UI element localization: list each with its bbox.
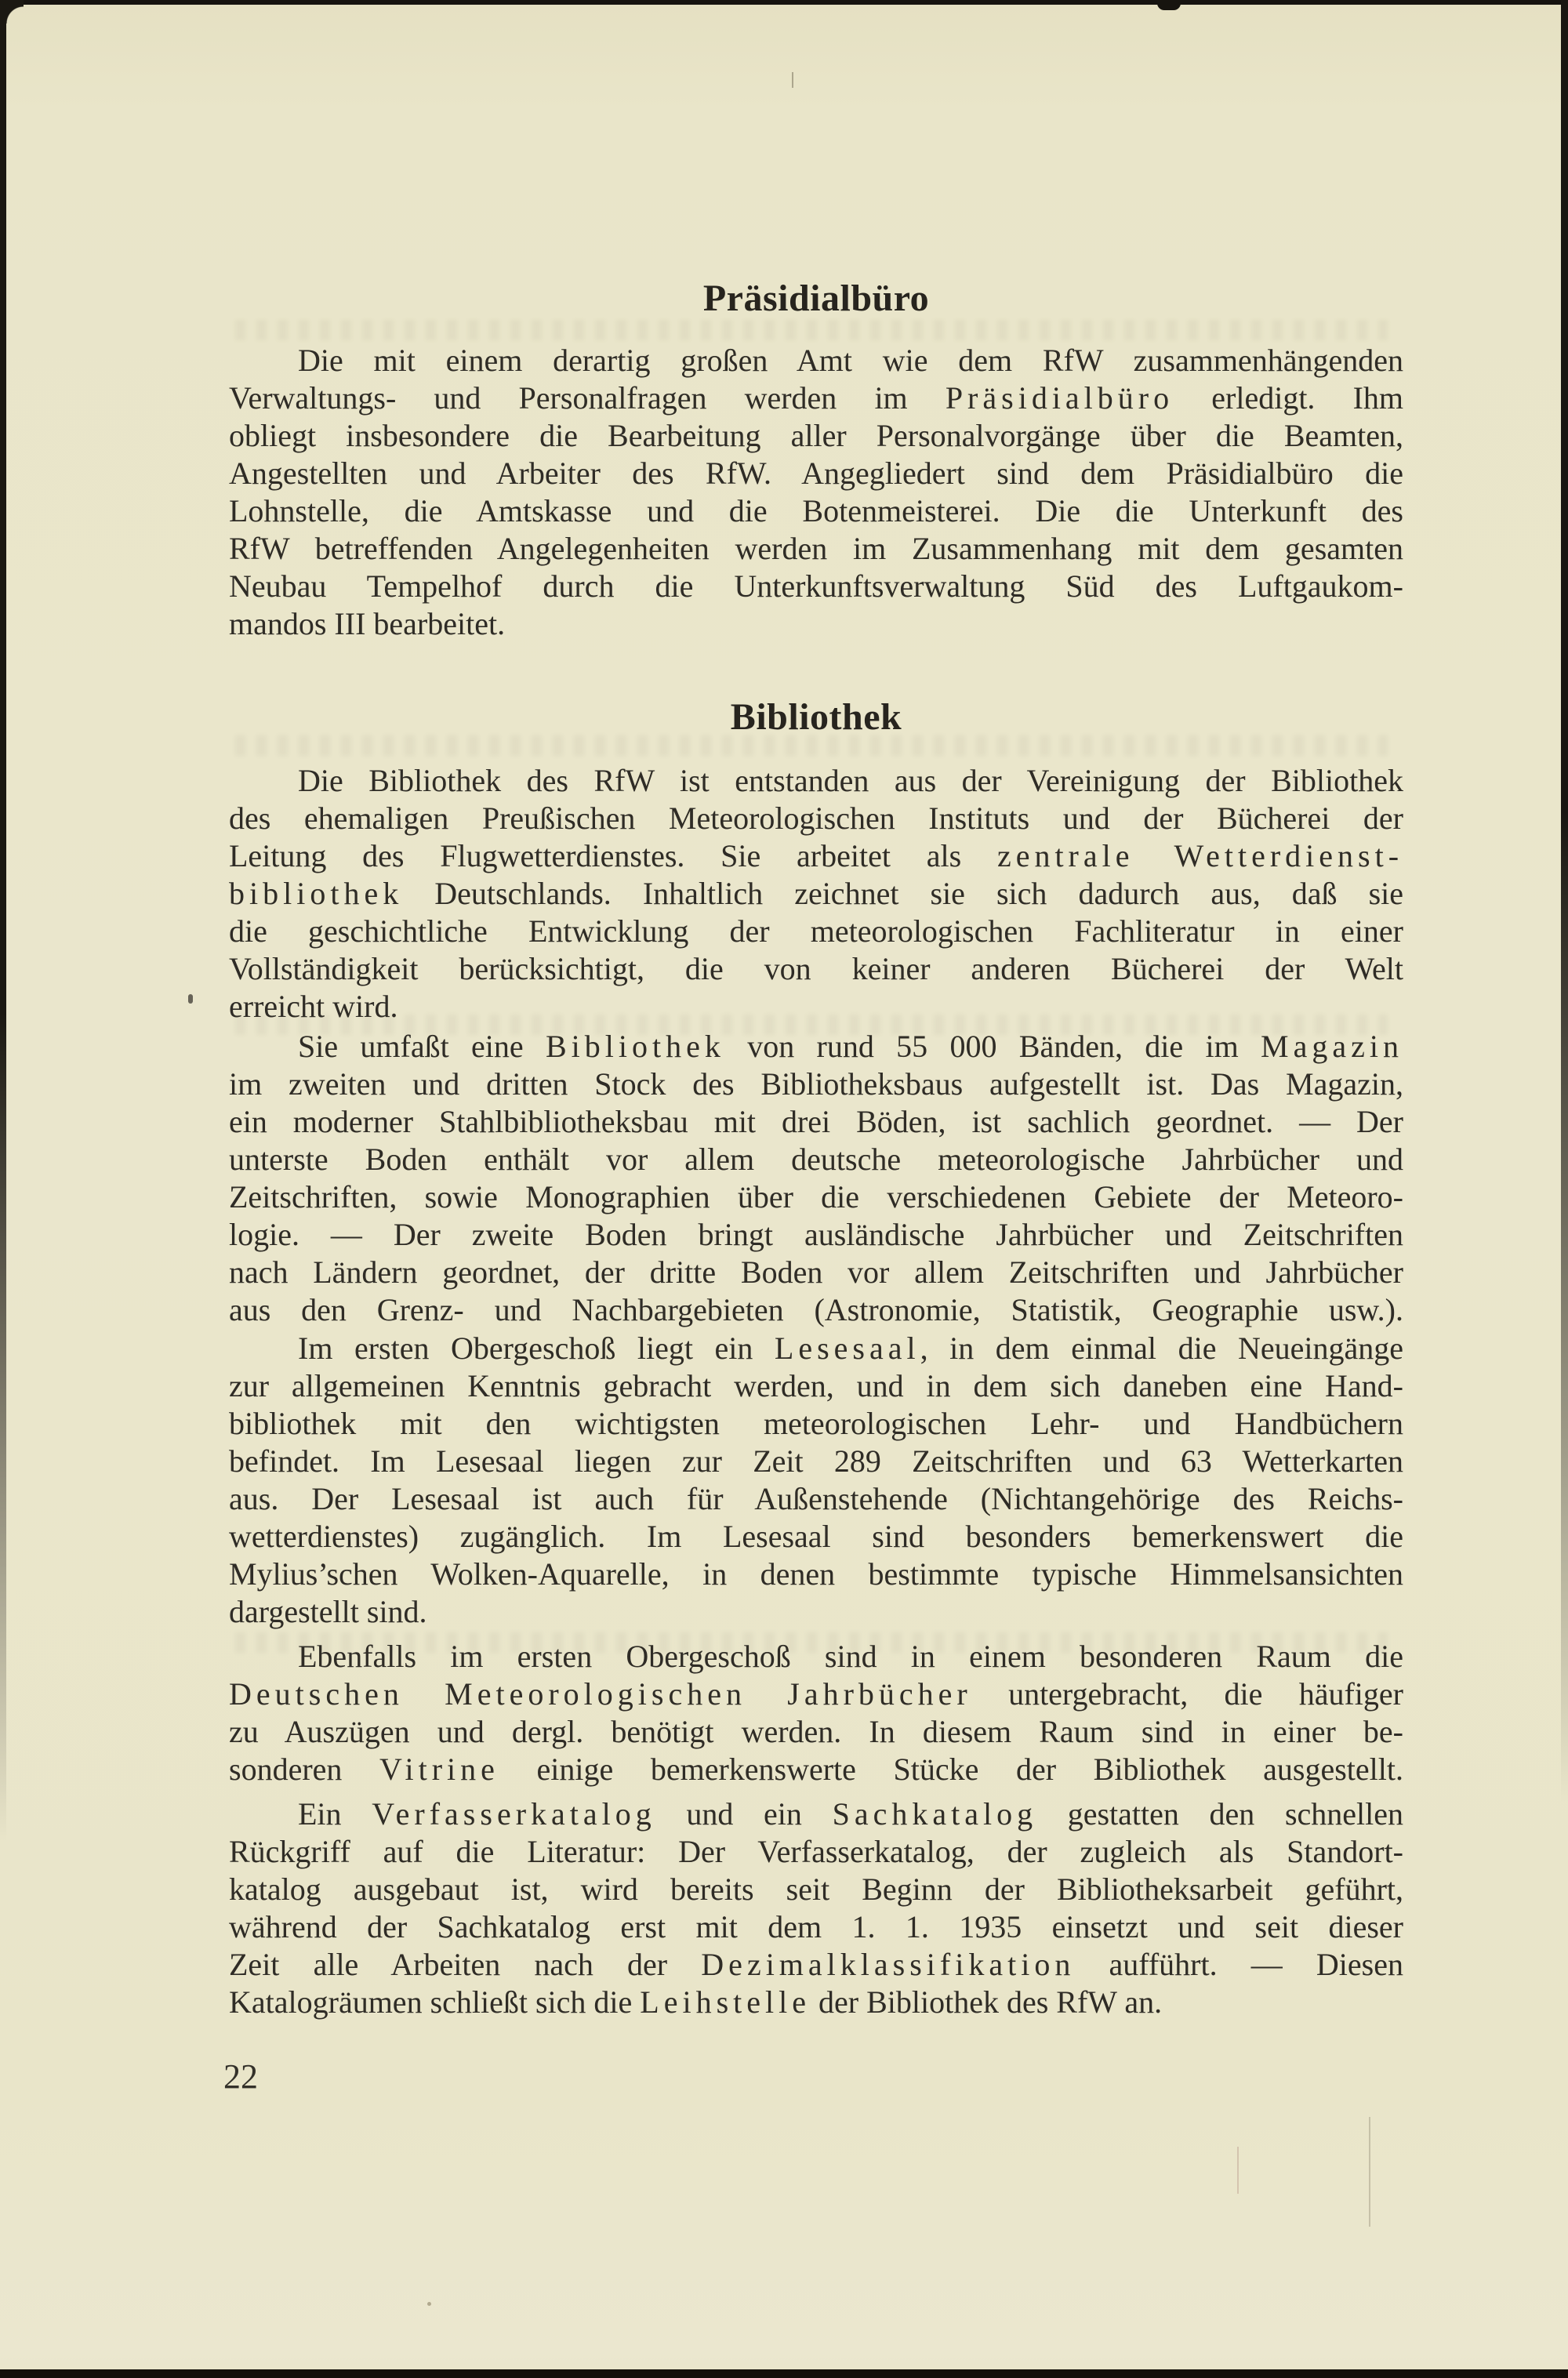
text-run: zu Auszügen und dergl. benötigt werden. In diesem Raum sind in einer be- bbox=[229, 1714, 1403, 1749]
letterspaced-term: Deutschen Meteorologischen Jahrbücher bbox=[229, 1676, 972, 1712]
text-run: Deutschlands. Inhaltlich zeichnet sie sich dadurch aus, daß sie bbox=[403, 876, 1403, 911]
paragraph bbox=[229, 1330, 1403, 1631]
text-line bbox=[229, 492, 1403, 530]
text-line bbox=[229, 342, 1403, 379]
scan-crease bbox=[1369, 2117, 1370, 2227]
text-run: von rund 55 000 Bänden, die im bbox=[724, 1029, 1261, 1064]
text-run: Zeit alle Arbeiten nach der bbox=[229, 1947, 702, 1982]
text-run: , in dem einmal die Neueingänge bbox=[920, 1331, 1403, 1366]
page-edge-bottom bbox=[0, 2369, 1568, 2378]
text-run: Leitung des Flugwetterdienstes. Sie arbeitet als bbox=[229, 838, 997, 873]
text-run: Die mit einem derartig großen Amt wie dem RfW zusammenhängenden bbox=[298, 343, 1403, 378]
page-corner-topleft bbox=[0, 0, 24, 24]
text-run: der Bibliothek des RfW an. bbox=[811, 1984, 1163, 2020]
page-number: 22 bbox=[223, 2057, 258, 2096]
letterspaced-term: Magazin bbox=[1261, 1029, 1403, 1064]
show-through-ghost bbox=[235, 320, 1388, 340]
text-run: während der Sachkatalog erst mit dem 1. 1. 1935 einsetzt und seit dieser bbox=[229, 1909, 1403, 1944]
text-run: obliegt insbesondere die Bearbeitung aller Personalvorgänge über die Beamten, bbox=[229, 418, 1403, 453]
text-line bbox=[229, 530, 1403, 568]
letterspaced-term: Verfasserkatalog bbox=[372, 1796, 656, 1832]
text-line bbox=[229, 988, 1403, 1026]
text-run: Zeitschriften, sowie Monographien über die verschiedenen Gebiete der Meteoro- bbox=[229, 1179, 1403, 1214]
text-run: die geschichtliche Entwicklung der meteorologischen Fachliteratur in einer bbox=[229, 913, 1403, 949]
text-line bbox=[229, 913, 1403, 950]
paragraph bbox=[229, 1028, 1403, 1329]
text-line bbox=[229, 1291, 1403, 1329]
text-run: aus. Der Lesesaal ist auch für Außenstehende (Nichtangehörige des Reichs- bbox=[229, 1481, 1403, 1516]
text-line bbox=[229, 1675, 1403, 1713]
ink-speck bbox=[427, 2302, 431, 2306]
text-line bbox=[229, 1751, 1403, 1788]
text-line bbox=[229, 1795, 1403, 1833]
scan-crease bbox=[1237, 2147, 1239, 2194]
paper-fiber bbox=[792, 72, 793, 88]
text-run: dargestellt sind. bbox=[229, 1594, 427, 1629]
letterspaced-term: Leihstelle bbox=[640, 1984, 811, 2020]
text-run: Die Bibliothek des RfW ist entstanden aus der Vereinigung der Bibliothek bbox=[298, 763, 1403, 798]
letterspaced-term: Vitrine bbox=[379, 1752, 499, 1787]
text-line bbox=[229, 1103, 1403, 1141]
text-run: einige bemerkenswerte Stücke der Bibliothek ausgestellt. bbox=[499, 1752, 1403, 1787]
section-heading-praesidialbuero: Präsidialbüro bbox=[702, 278, 930, 319]
text-line bbox=[229, 1713, 1403, 1751]
text-run: Katalogräumen schließt sich die bbox=[229, 1984, 641, 2020]
text-run: Im ersten Obergeschoß liegt ein bbox=[298, 1331, 775, 1366]
page-edge-left bbox=[0, 0, 6, 1842]
text-line bbox=[229, 1066, 1403, 1103]
text-line bbox=[229, 1593, 1403, 1631]
text-line bbox=[229, 1028, 1403, 1066]
ink-speck bbox=[188, 994, 193, 1004]
text-run: gestatten den schnellen bbox=[1037, 1796, 1404, 1832]
section-heading-bibliothek: Bibliothek bbox=[730, 696, 902, 738]
text-line bbox=[229, 762, 1403, 800]
page-edge-right bbox=[1561, 0, 1568, 1803]
text-run: im zweiten und dritten Stock des Bibliotheksbaus aufgestellt ist. Das Magazin, bbox=[229, 1066, 1403, 1102]
text-line bbox=[229, 1443, 1403, 1480]
text-line bbox=[229, 1216, 1403, 1254]
text-line bbox=[229, 379, 1403, 417]
text-line bbox=[229, 1638, 1403, 1675]
text-line bbox=[229, 950, 1403, 988]
text-run: Vollständigkeit berücksichtigt, die von keiner anderen Bücherei der Welt bbox=[229, 951, 1403, 986]
text-line bbox=[229, 1254, 1403, 1291]
text-run: Lohnstelle, die Amtskasse und die Botenmeisterei. Die die Unterkunft des bbox=[229, 493, 1403, 528]
page-edge-top bbox=[0, 0, 1568, 5]
text-run: zur allgemeinen Kenntnis gebracht werden, und in dem sich daneben eine Hand- bbox=[229, 1368, 1403, 1403]
text-line bbox=[229, 1178, 1403, 1216]
text-line bbox=[229, 568, 1403, 605]
text-run: nach Ländern geordnet, der dritte Boden vor allem Zeitschriften und Jahrbücher bbox=[229, 1254, 1403, 1290]
text-run: RfW betreffenden Angelegenheiten werden im Zusammenhang mit dem gesamten bbox=[229, 531, 1403, 566]
text-line bbox=[229, 1833, 1403, 1871]
paragraph bbox=[229, 762, 1403, 1026]
paragraph bbox=[229, 1795, 1403, 2021]
text-run: sonderen bbox=[229, 1752, 379, 1787]
text-run: mandos III bearbeitet. bbox=[229, 606, 506, 641]
text-line bbox=[229, 1405, 1403, 1443]
text-run: Angestellten und Arbeiter des RfW. Angegliedert sind dem Präsidialbüro die bbox=[229, 456, 1403, 491]
text-run: erreicht wird. bbox=[229, 989, 398, 1024]
text-run: Verwaltungs- und Personalfragen werden im bbox=[229, 380, 946, 416]
text-run: wetterdienstes) zugänglich. Im Lesesaal sind besonders bemerkenswert die bbox=[229, 1519, 1403, 1554]
text-run: Mylius’schen Wolken-Aquarelle, in denen bestimmte typische Himmelsansichten bbox=[229, 1556, 1403, 1592]
text-run: untergebracht, die häufiger bbox=[971, 1676, 1403, 1712]
text-line bbox=[229, 800, 1403, 837]
text-line bbox=[229, 1556, 1403, 1593]
text-line bbox=[229, 417, 1403, 455]
text-line bbox=[229, 875, 1403, 913]
text-run: aus den Grenz- und Nachbargebieten (Astronomie, Statistik, Geographie usw.). bbox=[229, 1292, 1403, 1327]
text-run: und ein bbox=[655, 1796, 833, 1832]
paragraph bbox=[229, 342, 1403, 643]
page-edge-nick bbox=[1157, 0, 1181, 10]
letterspaced-term: bibliothek bbox=[229, 876, 404, 911]
text-run: ein moderner Stahlbibliotheksbau mit drei Böden, ist sachlich geordnet. — Der bbox=[229, 1104, 1403, 1139]
text-line bbox=[229, 1330, 1403, 1367]
text-run: katalog ausgebaut ist, wird bereits seit Beginn der Bibliotheksarbeit geführt, bbox=[229, 1872, 1403, 1907]
text-line bbox=[229, 455, 1403, 492]
letterspaced-term: zentrale Wetterdienst- bbox=[996, 838, 1404, 873]
paragraph bbox=[229, 1638, 1403, 1788]
text-run: logie. — Der zweite Boden bringt ausländische Jahrbücher und Zeitschriften bbox=[229, 1217, 1403, 1252]
text-line bbox=[229, 605, 1403, 643]
text-line bbox=[229, 1871, 1403, 1908]
letterspaced-term: Präsidialbüro bbox=[945, 380, 1174, 416]
letterspaced-term: Bibliothek bbox=[546, 1029, 725, 1064]
text-line bbox=[229, 1367, 1403, 1405]
text-run: Ebenfalls im ersten Obergeschoß sind in einem besonderen Raum die bbox=[298, 1639, 1403, 1674]
letterspaced-term: Sachkatalog bbox=[832, 1796, 1038, 1832]
text-run: des ehemaligen Preußischen Meteorologischen Instituts und der Bücherei der bbox=[229, 801, 1403, 836]
text-run: Ein bbox=[298, 1796, 372, 1832]
text-line bbox=[229, 1518, 1403, 1556]
text-run: Neubau Tempelhof durch die Unterkunftsverwaltung Süd des Luftgaukom- bbox=[229, 568, 1403, 604]
text-run: Rückgriff auf die Literatur: Der Verfasserkatalog, der zugleich als Standort- bbox=[229, 1834, 1403, 1869]
text-run: aufführt. — Diesen bbox=[1075, 1947, 1403, 1982]
text-run: befindet. Im Lesesaal liegen zur Zeit 289 Zeitschriften und 63 Wetterkarten bbox=[229, 1443, 1403, 1479]
text-run: unterste Boden enthält vor allem deutsche meteorologische Jahrbücher und bbox=[229, 1142, 1403, 1177]
text-run: Sie umfaßt eine bbox=[298, 1029, 546, 1064]
letterspaced-term: Dezimalklassifikation bbox=[701, 1947, 1076, 1982]
text-line bbox=[229, 1908, 1403, 1946]
letterspaced-term: Lesesaal bbox=[774, 1331, 920, 1366]
text-line bbox=[229, 1946, 1403, 1984]
text-line bbox=[229, 1141, 1403, 1178]
text-line bbox=[229, 1480, 1403, 1518]
text-run: bibliothek mit den wichtigsten meteorologischen Lehr- und Handbüchern bbox=[229, 1406, 1403, 1441]
text-run: erledigt. Ihm bbox=[1174, 380, 1403, 416]
text-line bbox=[229, 1984, 1403, 2021]
text-line bbox=[229, 837, 1403, 875]
